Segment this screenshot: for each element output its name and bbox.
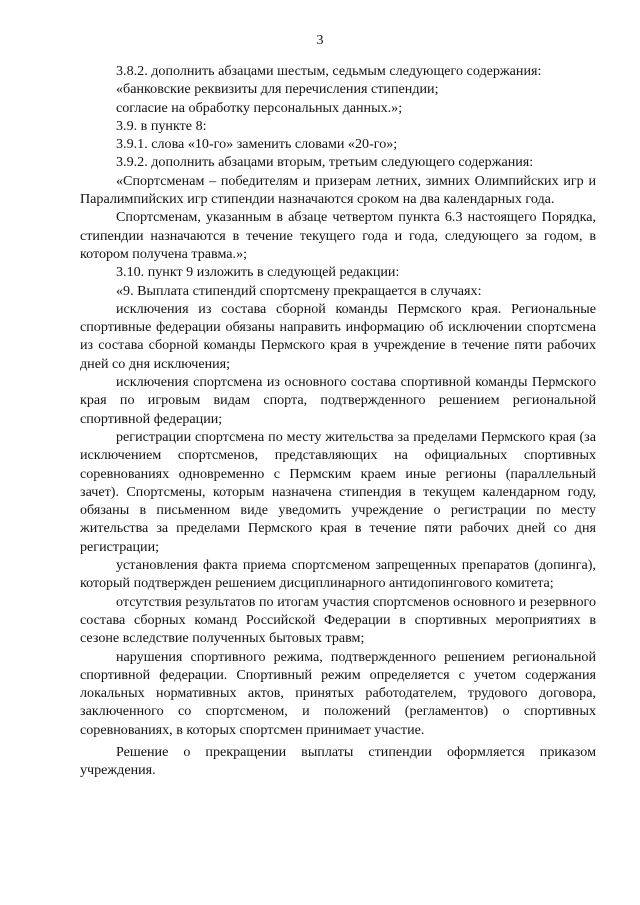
paragraph: «9. Выплата стипендий спортсмену прекращается в случаях: <box>116 282 482 299</box>
paragraph: установления факта приема спортсменом запрещенных препаратов (допинга), который подтвержден решением дисциплинарного антидопингового комитета; <box>80 557 596 592</box>
page-number: 3 <box>316 33 324 48</box>
paragraph: отсутствия результатов по итогам участия спортсменов основного и резервного состава сборных команд Российской Федерации в спортивных мероприятиях в сезоне вследствие полученных бытовых травм; <box>80 593 596 647</box>
paragraph: «банковские реквизиты для перечисления стипендии; <box>116 81 439 98</box>
paragraph: 3.9.2. дополнить абзацами вторым, третьим следующего содержания: <box>116 154 534 171</box>
paragraph: нарушения спортивного режима, подтвержденного решением региональной спортивной федерации. Спортивный режим определяется с учетом содержания локальных нормативных актов, принятых работодателем, трудового договора, заключенного со спортсменом, и положений (регламентов) о спортивных соревнованиях, в которых спортсмен принимает участие. <box>80 648 596 738</box>
paragraph: Решение о прекращении выплаты стипендии оформляется приказом учреждения. <box>80 743 596 779</box>
paragraph: согласие на обработку персональных данных.»; <box>116 99 403 116</box>
document-body <box>80 62 596 780</box>
paragraph: 3.10. пункт 9 изложить в следующей редакции: <box>116 264 400 281</box>
paragraph: регистрации спортсмена по месту жительства за пределами Пермского края (за исключением спортсменов, представляющих на официальных спортивных соревнованиях одновременно с Пермским краем иные регионы (параллельный зачет). Спортсмены, которым назначена стипендия в текущем календарном году, обязаны в письменном виде уведомить учреждение о регистрации по месту жительства за пределами Пермского края в течение пяти рабочих дней со дня регистрации; <box>80 428 596 555</box>
paragraph: 3.8.2. дополнить абзацами шестым, седьмым следующего содержания: <box>116 63 542 79</box>
paragraph: исключения из состава сборной команды Пермского края. Региональные спортивные федерации обязаны направить информацию об исключении спортсмена из состава сборной команды Пермского края в учреждение в течение пяти рабочих дней со дня исключения; <box>80 300 596 372</box>
paragraph: 3.9.1. слова «10-го» заменить словами «20-го»; <box>116 136 398 153</box>
paragraph: «Спортсменам – победителям и призерам летних, зимних Олимпийских игр и Паралимпийских игр стипендии назначаются сроком на два календарных года. <box>80 172 596 208</box>
paragraph: исключения спортсмена из основного состава спортивной команды Пермского края по игровым видам спорта, подтвержденного решением региональной спортивной федерации; <box>80 374 596 427</box>
paragraph: Спортсменам, указанным в абзаце четвертом пункта 6.3 настоящего Порядка, стипендии назначаются в течение текущего года и года, следующего за годом, в котором получена травма.»; <box>80 209 596 262</box>
paragraph: 3.9. в пункте 8: <box>116 117 207 134</box>
